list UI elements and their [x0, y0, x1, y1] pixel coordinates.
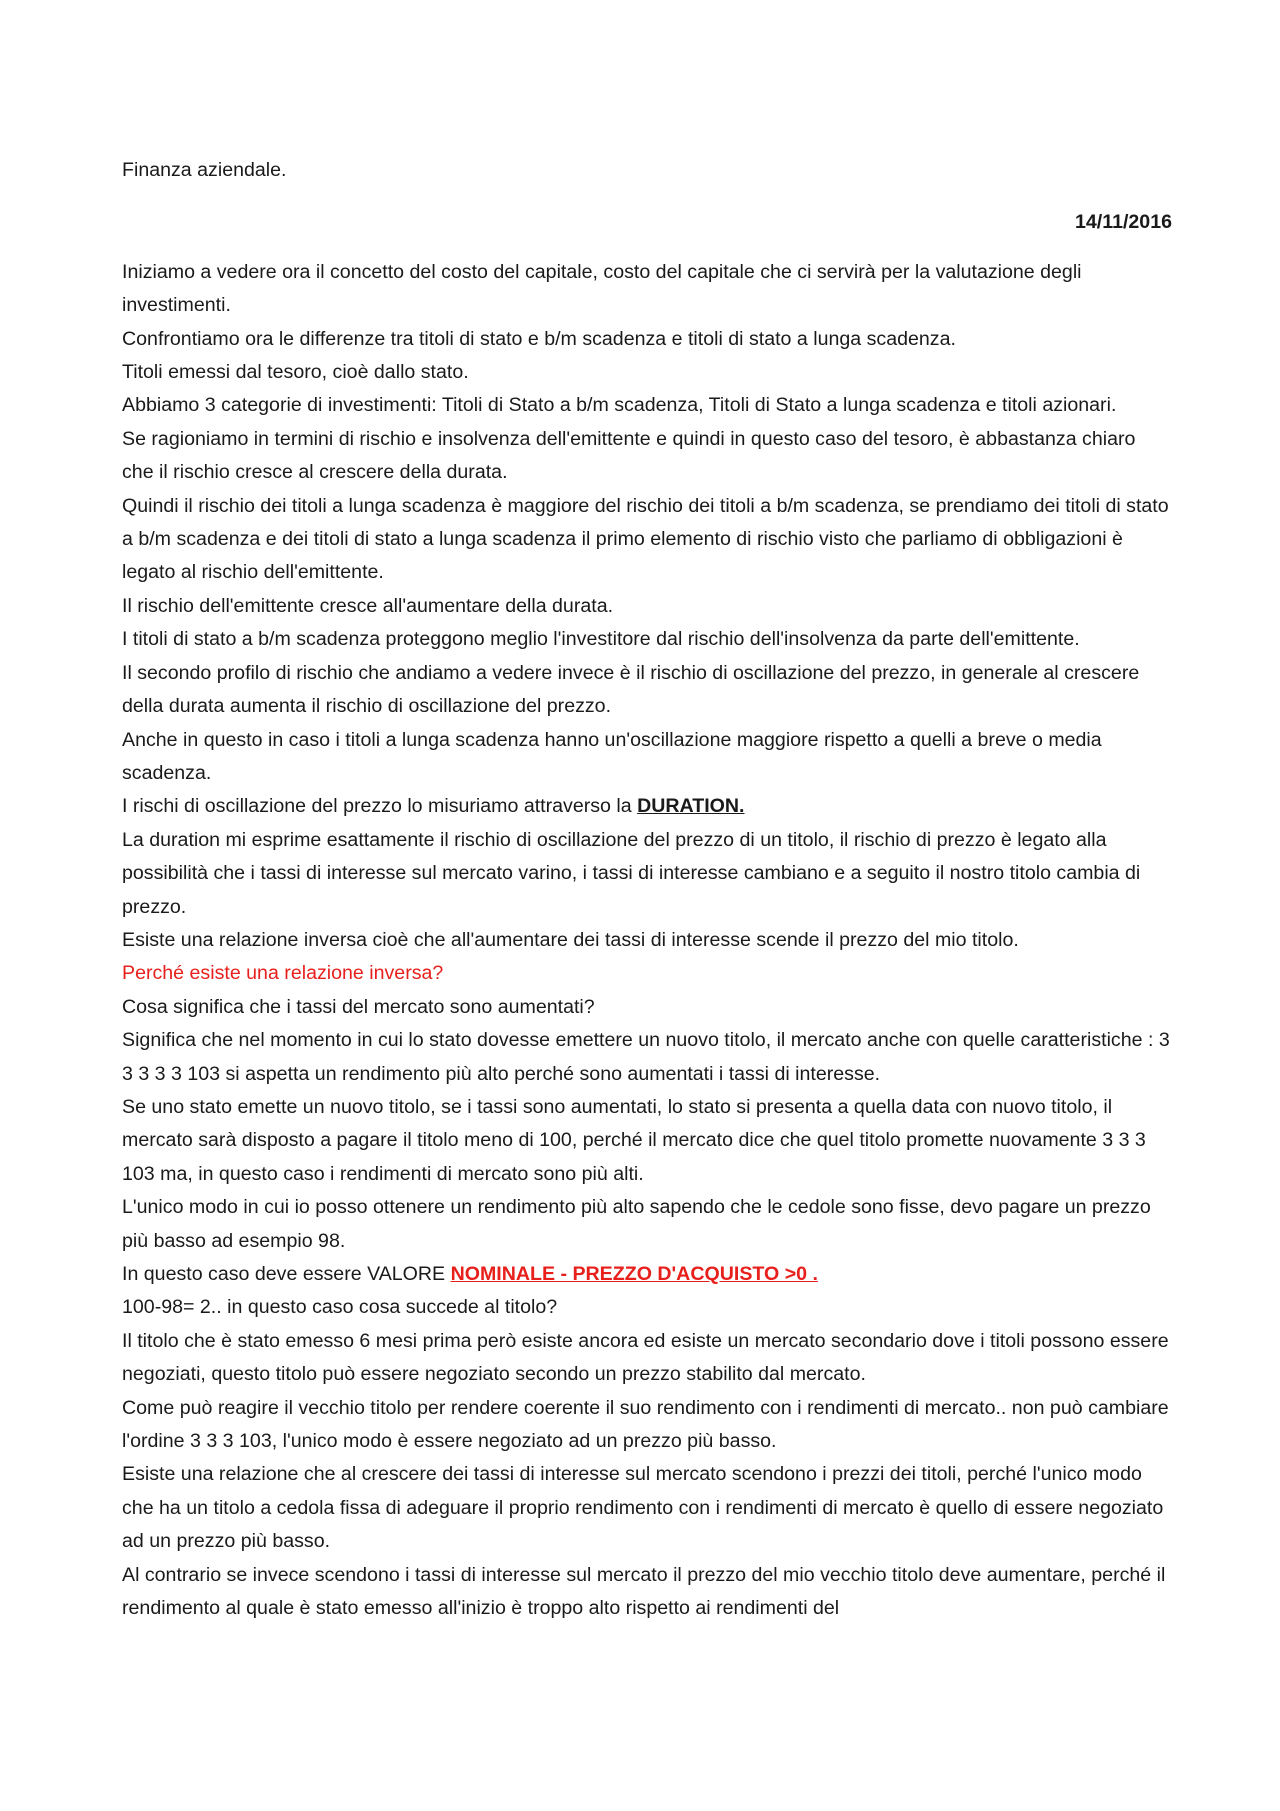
duration-paragraph	[122, 790, 1172, 823]
paragraph: 100-98= 2.. in questo caso cosa succede al titolo?	[122, 1296, 558, 1319]
paragraph: Cosa significa che i tassi del mercato sono aumentati?	[122, 995, 595, 1018]
document-body	[122, 154, 1172, 1625]
paragraph: Se uno stato emette un nuovo titolo, se i tassi sono aumentati, lo stato si presenta a quella data con nuovo titolo, il mercato sarà disposto a pagare il titolo meno di 100, perché il mercato dice che quel titolo promette nuovamente 3 3 3 103 ma, in questo caso i rendimenti di mercato sono più alti.	[122, 1095, 1146, 1185]
paragraph: Il rischio dell'emittente cresce all'aumentare della durata.	[122, 594, 614, 617]
paragraph: Esiste una relazione che al crescere dei tassi di interesse sul mercato scendono i prezzi dei titoli, perché l'unico modo che ha un titolo a cedola fissa di adeguare il proprio rendimento con i rendimenti di mercato è quello di essere negoziato ad un prezzo più basso.	[122, 1463, 1164, 1553]
paragraph: Abbiamo 3 categorie di investimenti: Titoli di Stato a b/m scadenza, Titoli di Stato a lunga scadenza e titoli azionari.	[122, 394, 1117, 417]
paragraph: Il titolo che è stato emesso 6 mesi prima però esiste ancora ed esiste un mercato secondario dove i titoli possono essere negoziati, questo titolo può essere negoziato secondo un prezzo stabilito dal mercato.	[122, 1329, 1169, 1386]
paragraph: Esiste una relazione inversa cioè che all'aumentare dei tassi di interesse scende il prezzo del mio titolo.	[122, 928, 1019, 951]
paragraph: Al contrario se invece scendono i tassi di interesse sul mercato il prezzo del mio vecchio titolo deve aumentare, perché il rendimento al quale è stato emesso all'inizio è troppo alto rispetto ai rendimenti del	[122, 1563, 1166, 1620]
paragraph: Quindi il rischio dei titoli a lunga scadenza è maggiore del rischio dei titoli a b/m scadenza, se prendiamo dei titoli di stato a b/m scadenza e dei titoli di stato a lunga scadenza il primo elemento di rischio visto che parliamo di obbligazioni è legato al rischio dell'emittente.	[122, 494, 1169, 584]
paragraph: I titoli di stato a b/m scadenza proteggono meglio l'investitore dal rischio dell'insolvenza da parte dell'emittente.	[122, 628, 1080, 651]
paragraph: La duration mi esprime esattamente il rischio di oscillazione del prezzo di un titolo, il rischio di prezzo è legato alla possibilità che i tassi di interesse sul mercato varino, i tassi di interesse cambiano e a seguito il nostro titolo cambia di prezzo.	[122, 828, 1141, 918]
duration-prefix: I rischi di oscillazione del prezzo lo misuriamo attraverso la	[122, 795, 638, 818]
paragraph: Confrontiamo ora le differenze tra titoli di stato e b/m scadenza e titoli di stato a lunga scadenza.	[122, 327, 956, 350]
formula-paragraph	[122, 1258, 1172, 1291]
duration-term: DURATION.	[637, 795, 745, 818]
paragraph: Anche in questo in caso i titoli a lunga scadenza hanno un'oscillazione maggiore rispetto a quelli a breve o media scadenza.	[122, 728, 1102, 784]
paragraph: Se ragioniamo in termini di rischio e insolvenza dell'emittente e quindi in questo caso del tesoro, è abbastanza chiaro che il rischio cresce al crescere della durata.	[122, 427, 1136, 484]
document-date: 14/11/2016	[1075, 211, 1172, 234]
paragraph: L'unico modo in cui io posso ottenere un rendimento più alto sapendo che le cedole sono fisse, devo pagare un prezzo più basso ad esempio 98.	[122, 1196, 1151, 1252]
formula-prefix: In questo caso deve essere VALORE	[122, 1263, 451, 1285]
formula-term: NOMINALE - PREZZO D'ACQUISTO >0 .	[450, 1263, 818, 1285]
paragraph: Il secondo profilo di rischio che andiamo a vedere invece è il rischio di oscillazione del prezzo, in generale al crescere della durata aumenta il rischio di oscillazione del prezzo.	[122, 661, 1140, 718]
paragraph: Iniziamo a vedere ora il concetto del costo del capitale, costo del capitale che ci servirà per la valutazione degli investimenti.	[122, 260, 1082, 317]
paragraph: Titoli emessi dal tesoro, cioè dallo stato.	[122, 361, 469, 384]
paragraph: Significa che nel momento in cui lo stato dovesse emettere un nuovo titolo, il mercato anche con quelle caratteristiche : 3 3 3 3 3 103 si aspetta un rendimento più alto perché sono aumentati i tassi di interesse.	[122, 1029, 1170, 1085]
question-heading: Perché esiste una relazione inversa?	[122, 962, 444, 985]
document-title: Finanza aziendale.	[122, 159, 287, 181]
paragraph: Come può reagire il vecchio titolo per rendere coerente il suo rendimento con i rendimenti di mercato.. non può cambiare l'ordine 3 3 3 103, l'unico modo è essere negoziato ad un prezzo più basso.	[122, 1396, 1169, 1453]
